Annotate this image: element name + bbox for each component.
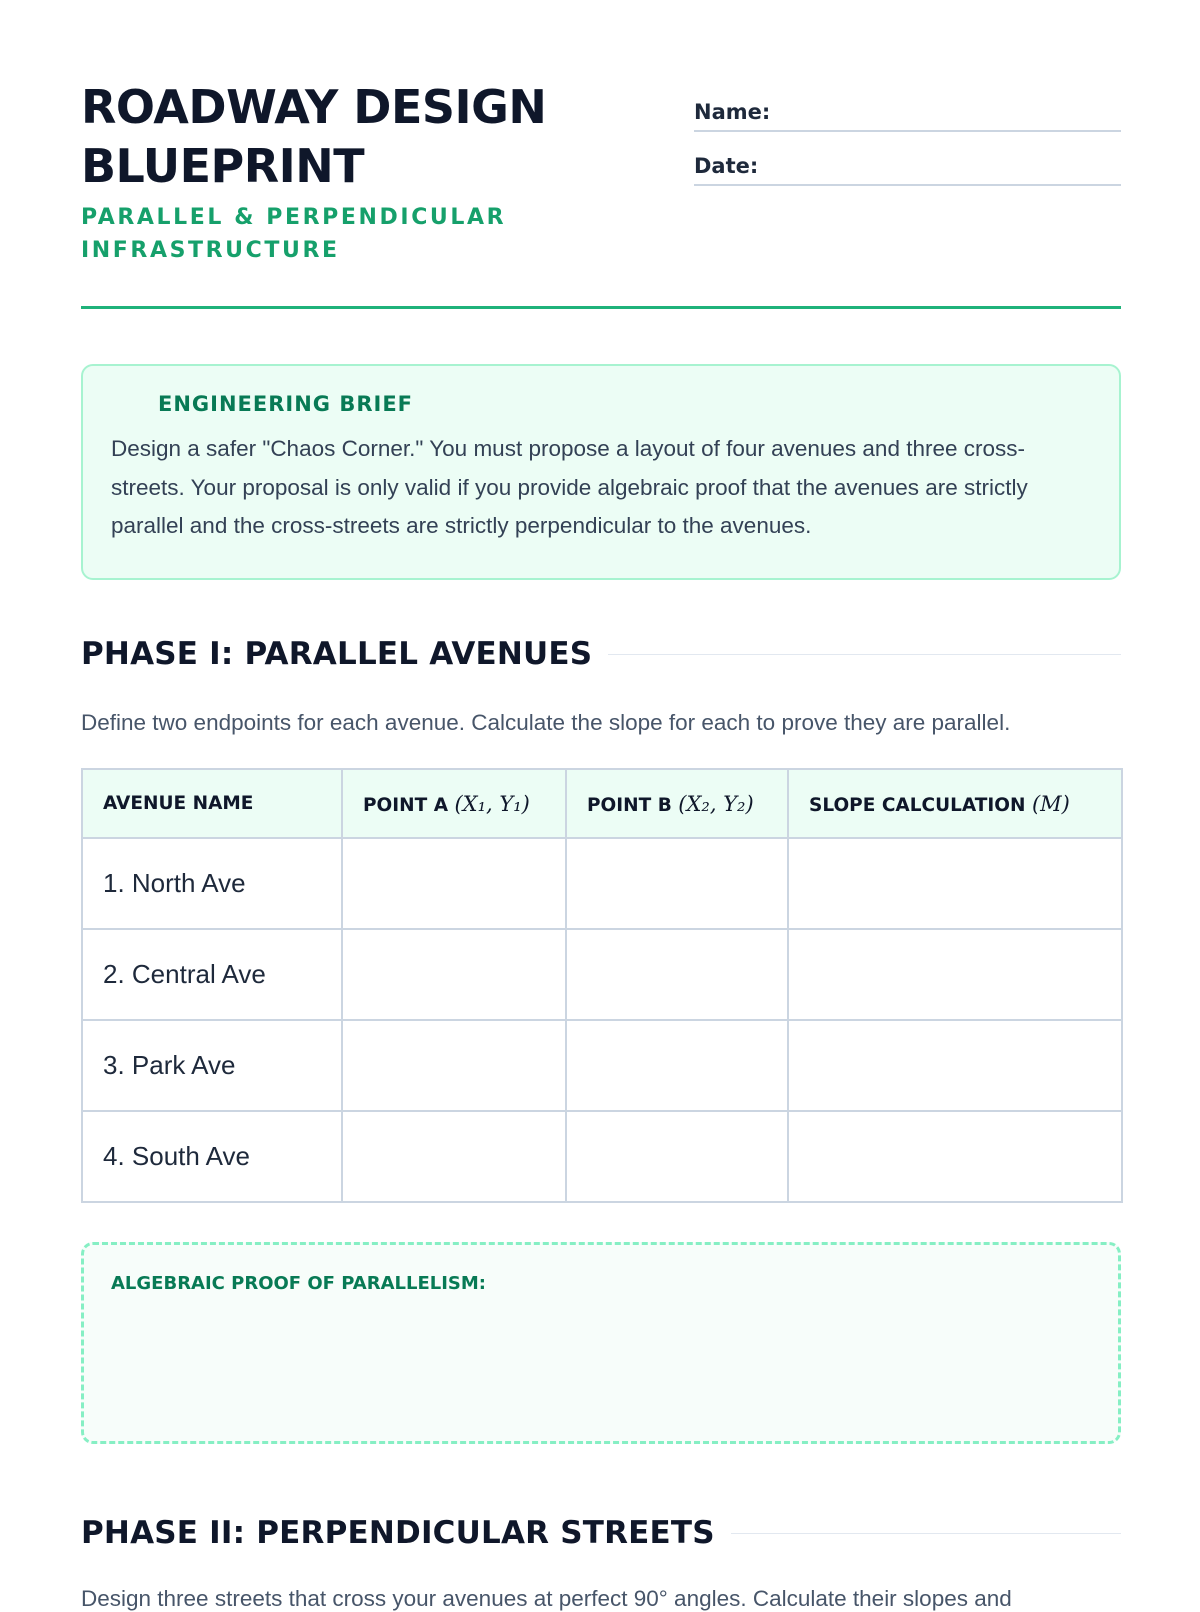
phase2-heading [81,1515,1121,1551]
table-header-row [82,769,1122,838]
slope-cell[interactable] [788,1111,1122,1202]
parallelism-proof-box[interactable] [81,1242,1121,1444]
slope-cell[interactable] [788,1020,1122,1111]
phase1-divider [608,654,1121,655]
worksheet-header [81,78,1121,308]
avenues-table [81,768,1123,1203]
phase1-description: Define two endpoints for each avenue. Calculate the slope for each to prove they are parallel. [81,710,1011,735]
brief-text: Design a safer "Chaos Corner." You must propose a layout of four avenues and three cross-streets. Your proposal is only valid if you provide algebraic proof that the avenues are strictly parallel and the cross-streets are strictly perpendicular to the avenues. [111,436,1028,538]
page-title [81,78,641,196]
point-a-cell[interactable] [342,838,566,929]
point-a-cell[interactable] [342,1111,566,1202]
point-b-cell[interactable] [566,838,788,929]
col-header-math: (X₁, Y₁) [454,791,530,816]
date-field[interactable] [694,138,1121,186]
table-row [82,929,1122,1020]
table-row [82,838,1122,929]
title-block [81,78,641,267]
col-header-slope [788,769,1122,838]
avenue-name-cell: 4. South Ave [82,1111,342,1202]
slope-cell[interactable] [788,929,1122,1020]
point-b-cell[interactable] [566,1020,788,1111]
col-header-label: POINT B [587,794,672,816]
col-header-label: POINT A [363,794,449,816]
point-b-cell[interactable] [566,1111,788,1202]
col-header-avenue-name [82,769,342,838]
col-header-math: (X₂, Y₂) [678,791,754,816]
engineering-brief [81,364,1121,580]
avenue-name-cell: 1. North Ave [82,838,342,929]
name-label: Name: [694,100,771,124]
proof-label: ALGEBRAIC PROOF OF PARALLELISM: [111,1273,486,1294]
avenue-name-cell: 2. Central Ave [82,929,342,1020]
phase2-description: Design three streets that cross your avenues at perfect 90° angles. Calculate their slopes and [81,1586,1012,1611]
brief-title: ENGINEERING BRIEF [158,392,414,416]
name-field[interactable] [694,84,1121,132]
phase2-divider [731,1533,1121,1534]
phase2-title: PHASE II: PERPENDICULAR STREETS [81,1515,715,1551]
col-header-point-b [566,769,788,838]
col-header-point-a [342,769,566,838]
phase1-title: PHASE I: PARALLEL AVENUES [81,636,593,672]
table-row [82,1111,1122,1202]
page-subtitle [81,201,641,267]
col-header-label: AVENUE NAME [103,793,254,814]
col-header-label: SLOPE CALCULATION [809,794,1026,816]
title-line-2: BLUEPRINT [81,139,365,193]
header-divider [81,306,1121,309]
subtitle-line-2: INFRASTRUCTURE [81,238,340,263]
title-line-1: ROADWAY DESIGN [81,80,547,134]
avenue-name-cell: 3. Park Ave [82,1020,342,1111]
col-header-math: (M) [1031,791,1070,816]
date-label: Date: [694,154,759,178]
student-info-fields [694,84,1121,192]
table-row [82,1020,1122,1111]
point-a-cell[interactable] [342,929,566,1020]
subtitle-line-1: PARALLEL & PERPENDICULAR [81,205,507,230]
point-a-cell[interactable] [342,1020,566,1111]
slope-cell[interactable] [788,838,1122,929]
phase1-heading [81,636,1121,672]
point-b-cell[interactable] [566,929,788,1020]
